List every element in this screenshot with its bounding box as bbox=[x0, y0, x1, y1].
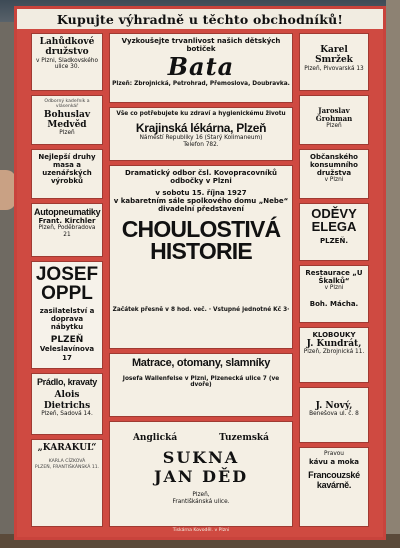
ad-line: Plzeň, Poděbradova 21 bbox=[38, 225, 96, 239]
ad-francouzska-kavarna bbox=[299, 447, 369, 527]
ad-matrace bbox=[109, 353, 293, 417]
ad-title: ODĚVY ELEGA bbox=[311, 206, 357, 234]
ad-line: Náměstí Republiky 16 (Starý Kolimaneum) bbox=[139, 135, 263, 142]
ad-karel-smrzek bbox=[299, 33, 369, 91]
right-ad-column bbox=[299, 33, 369, 527]
ad-title: „KARAKUL“ bbox=[37, 443, 97, 453]
ad-theatre-performance bbox=[109, 165, 293, 349]
ad-line: zasilatelství a doprava nábytku bbox=[39, 307, 95, 332]
ad-krajinska-lekarna bbox=[109, 107, 293, 161]
ad-title: Karel Smržek bbox=[315, 45, 353, 66]
left-ad-column bbox=[31, 33, 103, 527]
ad-line: Plzeň, Zbrojnická 11. bbox=[303, 349, 365, 356]
poster-header bbox=[17, 9, 383, 29]
ad-bohuslav-medved bbox=[31, 95, 103, 145]
ad-line: Josefa Wallenfelse v Plzni, Plzenecká ulice 7 (ve dvoře) bbox=[122, 375, 280, 389]
ad-bata bbox=[109, 33, 293, 103]
ad-line: Telefon 782. bbox=[183, 142, 219, 149]
ad-line: Anglická bbox=[132, 433, 178, 443]
ad-grohman bbox=[299, 95, 369, 145]
ad-title: Prádlo, kravaty bbox=[36, 377, 98, 387]
ad-konsumni-druzstvo bbox=[299, 149, 369, 199]
background-wall bbox=[386, 0, 400, 548]
ad-line: kávu a moka bbox=[308, 457, 359, 466]
ad-lahudkove-druzstvo bbox=[31, 33, 103, 91]
ad-sukna-jan-ded bbox=[109, 421, 293, 527]
ad-line: Tuzemská bbox=[219, 433, 270, 443]
ad-line: v kabaretním sále spolkového domu „Nebe“ bbox=[113, 197, 289, 206]
play-start bbox=[112, 307, 290, 314]
advertising-poster bbox=[14, 6, 386, 540]
ad-line: Plzeň, Pivovarská 13 bbox=[304, 65, 364, 72]
ad-line: Alois Dietrichs bbox=[43, 390, 91, 411]
ad-line: divadelní představení bbox=[158, 205, 244, 214]
ad-line: v sobotu 15. října 1927 bbox=[155, 189, 247, 198]
ad-title: Restaurace „U Škalků“ bbox=[305, 269, 363, 286]
ad-j-novy bbox=[299, 387, 369, 443]
ad-line: Vše co potřebujete ku zdraví a hygienickému životu bbox=[116, 111, 286, 117]
ad-title: Francouzské kavárně. bbox=[308, 469, 360, 491]
bata-logo: Bata bbox=[167, 52, 235, 82]
ad-autopneumatiky bbox=[31, 203, 103, 257]
ad-line: Odborný kadeřník a vlásenkář bbox=[44, 99, 90, 110]
poster-body bbox=[17, 9, 383, 537]
ad-karakul bbox=[31, 439, 103, 527]
ad-josef-oppl bbox=[31, 261, 103, 369]
ad-line: PLZEŇ. bbox=[320, 237, 348, 245]
play-title: CHOULOSTIVÁ HISTORIE bbox=[121, 216, 281, 265]
ad-line: Plzeň: Zbrojnická, Petrohrad, Přemoslova, Doubravka. bbox=[112, 80, 290, 87]
ad-line: Plzeň bbox=[326, 123, 342, 130]
ad-line: Dramatický odbor čsl. Kovopracovníků bbox=[124, 169, 278, 177]
ad-line: Pravou bbox=[324, 451, 344, 457]
ad-line: Františkánská ulice. bbox=[172, 498, 230, 505]
ad-title: Jaroslav Grohman bbox=[315, 106, 353, 124]
ad-line: Frant. Kirchler bbox=[38, 217, 96, 226]
ad-line: Plzeň, Sadová 14. bbox=[41, 411, 93, 418]
ad-line: Boh. Mácha. bbox=[309, 299, 359, 308]
ad-title: J. Nový, bbox=[315, 401, 353, 411]
ad-line: Plzeň, bbox=[192, 492, 210, 499]
ad-line: Benešova ul. č. 8 bbox=[309, 411, 359, 418]
ad-line: Vyzkoušejte trvanlivost našich dětských botiček bbox=[121, 37, 281, 54]
ad-line: PLZEŇ bbox=[50, 335, 84, 346]
ad-line: PLZEŇ, FRANTIŠKÁNSKÁ 11. bbox=[34, 464, 100, 470]
ad-line: v Plzni bbox=[324, 285, 344, 292]
poster-title: Kupujte výhradně u těchto obchodníků! bbox=[56, 11, 344, 27]
printer-footer: Tiskárna Kovoděl. v Plzni bbox=[172, 528, 230, 533]
play-start-text: Začátek přesně v 8 hod. več. · Vstupné jednotné Kč 3· bbox=[112, 306, 290, 313]
ad-title: Občanského konsumního družstva bbox=[310, 153, 358, 178]
ad-title: Autopneumatiky bbox=[34, 207, 101, 217]
ad-line: KARLA CÍZKOVÁ bbox=[48, 459, 86, 465]
ad-line: v Plzni, Sladkovského ulice 30. bbox=[36, 57, 98, 71]
ad-line: Veleslavínova 17 bbox=[39, 345, 95, 362]
cloth-types bbox=[112, 433, 290, 443]
ad-title: J. Kundrát, bbox=[306, 339, 362, 350]
ad-odevy-elega bbox=[299, 203, 369, 261]
ad-title: Matrace, otomany, slamníky bbox=[131, 357, 271, 369]
ad-pradlo-kravaty bbox=[31, 373, 103, 435]
ad-kundrat-klobouky bbox=[299, 327, 369, 383]
middle-ad-column bbox=[109, 33, 293, 527]
ad-line: KLOBOUKY bbox=[312, 331, 356, 339]
ad-line: odbočky v Plzni bbox=[170, 177, 232, 186]
ad-restaurace-u-skalku bbox=[299, 265, 369, 323]
ad-title: Nejlepší druhy masa a uzenářských výrobků bbox=[38, 153, 96, 186]
ad-line: v Plzni bbox=[324, 177, 344, 184]
ad-title: Lahůdkové družstvo bbox=[39, 37, 95, 58]
ad-title: JOSEF OPPL bbox=[35, 264, 99, 304]
ad-title: Bohuslav Medvěd bbox=[43, 109, 91, 130]
ad-maso-uzeniny bbox=[31, 149, 103, 199]
ad-line: Plzeň bbox=[59, 130, 75, 137]
ad-title: SUKNA bbox=[162, 448, 240, 468]
ad-title: JAN DĚD bbox=[153, 466, 249, 486]
ad-title: Krajinská lékárna, Plzeň bbox=[135, 120, 267, 135]
